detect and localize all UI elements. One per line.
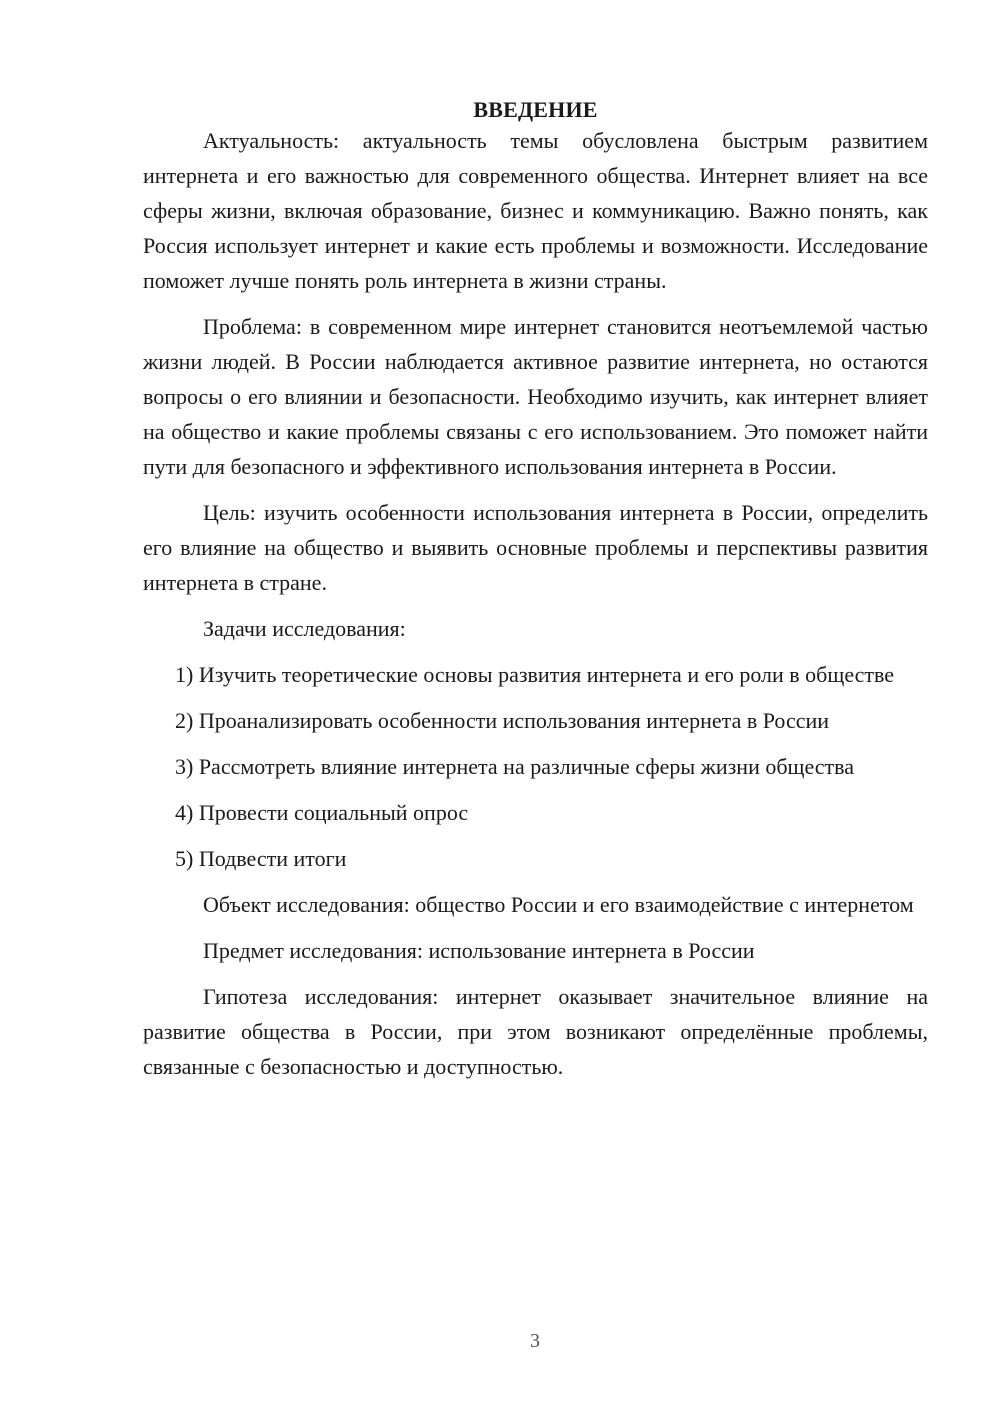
task-item-3: 3) Рассмотреть влияние интернета на различные сферы жизни общества bbox=[175, 754, 855, 779]
document-page bbox=[143, 92, 928, 1095]
relevance-paragraph: Актуальность: актуальность темы обусловлена быстрым развитием интернета и его важностью для современного общества. Интернет влияет на все сферы жизни, включая образование, бизнес и коммуникацию. Важно понять, как Россия использует интернет и какие есть проблемы и возможности. Исследование поможет лучше понять роль интернета в жизни страны. bbox=[143, 128, 928, 293]
task-item-4: 4) Провести социальный опрос bbox=[175, 800, 469, 825]
problem-paragraph: Проблема: в современном мире интернет становится неотъемлемой частью жизни людей. В России наблюдается активное развитие интернета, но остаются вопросы о его влиянии и безопасности. Необходимо изучить, как интернет влияет на общество и какие проблемы связаны с его использованием. Это поможет найти пути для безопасного и эффективного использования интернета в России. bbox=[143, 314, 928, 479]
goal-paragraph: Цель: изучить особенности использования интернета в России, определить его влияние на общество и выявить основные проблемы и перспективы развития интернета в стране. bbox=[143, 500, 928, 595]
task-item-2: 2) Проанализировать особенности использования интернета в России bbox=[175, 708, 830, 733]
tasks-heading: Задачи исследования: bbox=[203, 616, 406, 641]
task-item-1: 1) Изучить теоретические основы развития интернета и его роли в обществе bbox=[175, 662, 895, 687]
subject-paragraph: Предмет исследования: использование интернета в России bbox=[203, 938, 755, 963]
task-item-5: 5) Подвести итоги bbox=[175, 846, 347, 871]
object-paragraph: Объект исследования: общество России и его взаимодействие с интернетом bbox=[203, 892, 914, 917]
hypothesis-paragraph: Гипотеза исследования: интернет оказывает значительное влияние на развитие общества в России, при этом возникают определённые проблемы, связанные с безопасностью и доступностью. bbox=[143, 984, 928, 1079]
page-number: 3 bbox=[530, 1330, 540, 1352]
section-title: ВВЕДЕНИЕ bbox=[473, 97, 598, 122]
